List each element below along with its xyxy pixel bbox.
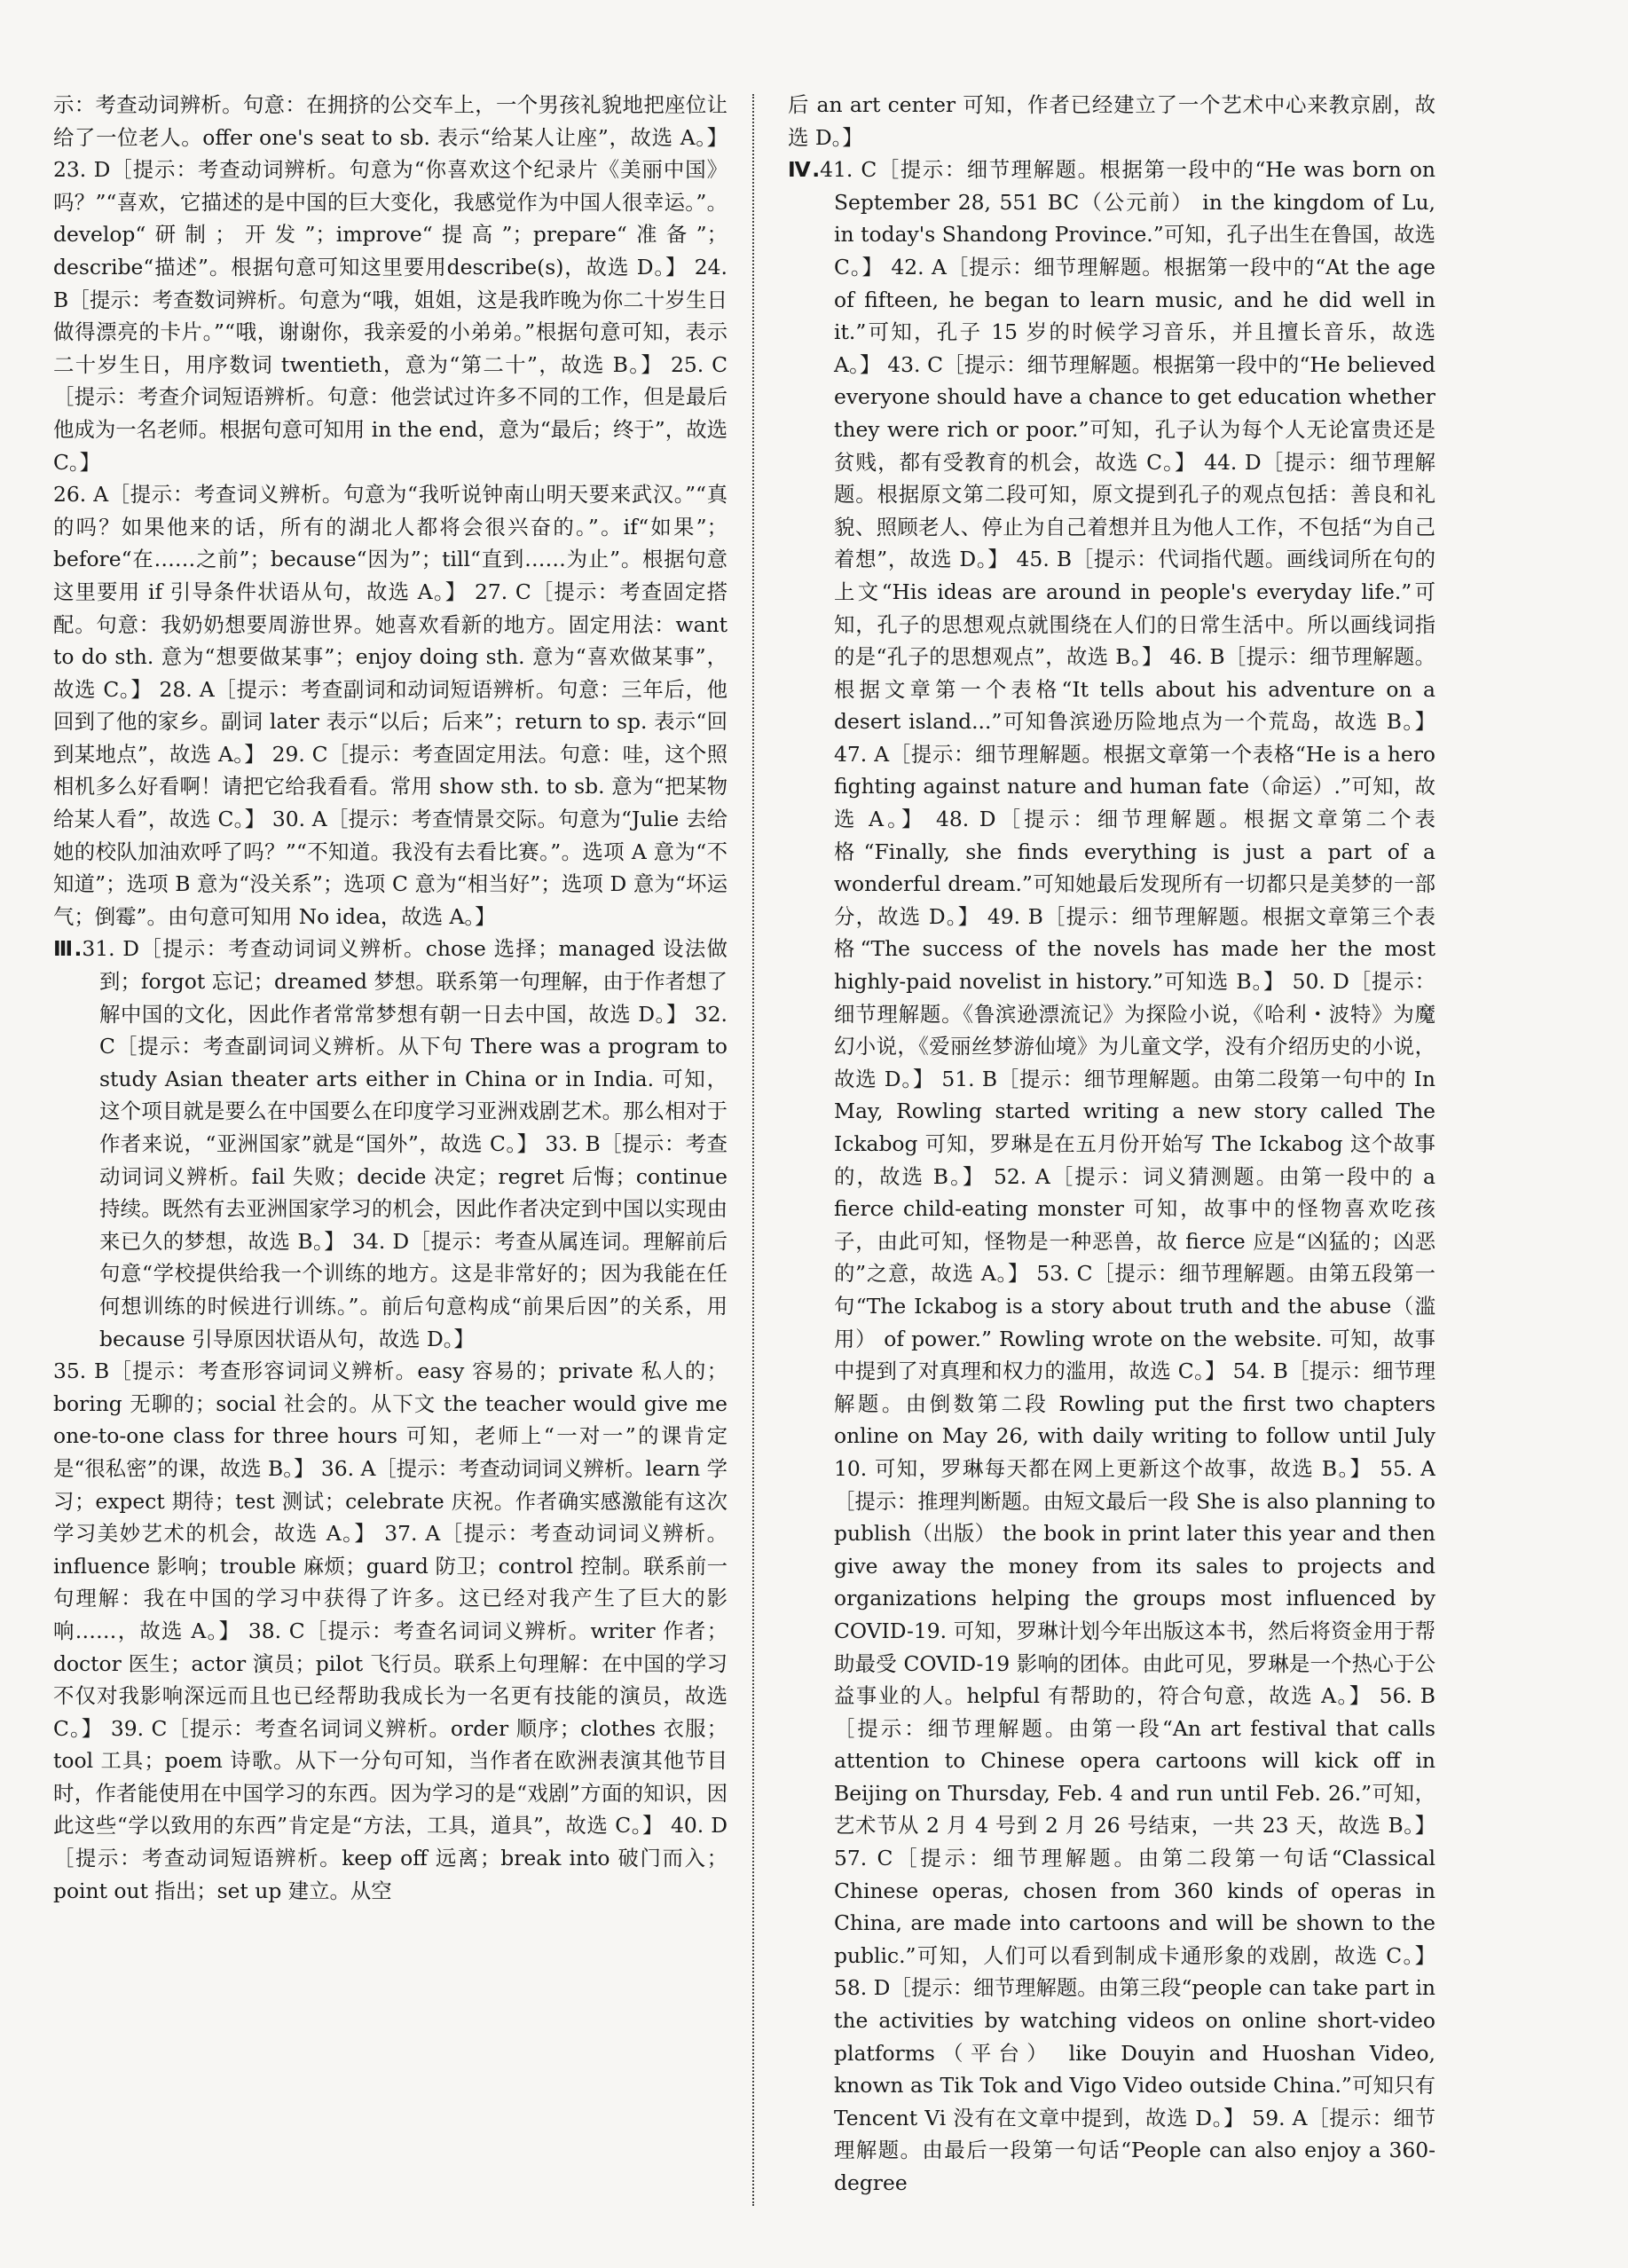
paragraph-35-40: 35. B［提示：考查形容词词义辨析。easy 容易的；private 私人的；boring 无聊的；social 社会的。从下文 the teacher would give me one-to-one class for three hours 可知，老师上“一对一”的课肯定是“很私密”的课，故选 B。】 36. A［提示：考查动词词义辨析。learn 学习；expect 期待；test 测试；celebrate 庆祝。作者确实感激能有这次学习美妙艺术的机会，故选 A。】 37. A［提示：考查动词词义辨析。influence 影响；trouble 麻烦；guard 防卫；control 控制。联系前一句理解：我在中国的学习中获得了许多。这已经对我产生了巨大的影响……，故选 A。】 38. C［提示：考查名词词义辨析。writer 作者；doctor 医生；actor 演员；pilot 飞行员。联系上句理解：在中国的学习不仅对我影响深远而且也已经帮助我成长为一名更有技能的演员，故选 C。】 39. C［提示：考查名词词义辨析。order 顺序；clothes 衣服；tool 工具；poem 诗歌。从下一分句可知，当作者在欧洲表演其他节目时，作者能使用在中国学习的东西。因为学习的是“戏剧”方面的知识，因此这些“学以致用的东西”肯定是“方法，工具，道具”，故选 C。】 40. D［提示：考查动词短语辨析。keep off 远离；break into 破门而入；point out 指出；set up 建立。从空 bbox=[53, 1358, 727, 1903]
paragraph-40-continued: 后 an art center 可知，作者已经建立了一个艺术中心来教京剧，故选 D。】 bbox=[788, 92, 1435, 150]
section-marker-3: Ⅲ. bbox=[53, 936, 83, 962]
paragraph-22-25: 示：考查动词辨析。句意：在拥挤的公交车上，一个男孩礼貌地把座位让给了一位老人。offer one's seat to sb. 表示“给某人让座”，故选 A。】 23. D［提示：考查动词辨析。句意为“你喜欢这个纪录片《美丽中国》吗？”“喜欢，它描述的是中国的巨大变化，我感觉作为中国人很幸运。”。develop“研制；开发”；improve“提高”；prepare“准备”；describe“描述”。根据句意可知这里要用describe(s)，故选 D。】 24. B［提示：考查数词辨析。句意为“哦，姐姐，这是我昨晚为你二十岁生日做得漂亮的卡片。”“哦，谢谢你，我亲爱的小弟弟。”根据句意可知，表示二十岁生日，用序数词 twentieth，意为“第二十”，故选 B。】 25. C［提示：考查介词短语辨析。句意：他尝试过许多不同的工作，但是最后他成为一名老师。根据句意可知用 in the end，意为“最后；终于”，故选 C。】 bbox=[53, 92, 727, 475]
section-4-paragraph: Ⅳ.41. C［提示：细节理解题。根据第一段中的“He was born on September 28, 551 BC（公元前） in the kingdom of Lu, in today's Shandong Province.”可知，孔子出生在鲁国，故选 C。】 42. A［提示：细节理解题。根据第一段中的“At the age of fifteen, he began to learn music, and he did well in it.”可知，孔子 15 岁的时候学习音乐，并且擅长音乐，故选 A。】 43. C［提示：细节理解题。根据第一段中的“He believed everyone should have a chance to get education whether they were rich or poor.”可知，孔子认为每个人无论富贵还是贫贱，都有受教育的机会，故选 C。】 44. D［提示：细节理解题。根据原文第二段可知，原文提到孔子的观点包括：善良和礼貌、照顾老人、停止为自己着想并且为他人工作，不包括“为自己着想”，故选 D。】 45. B［提示：代词指代题。画线词所在句的上文“His ideas are around in people's everyday life.”可知，孔子的思想观点就围绕在人们的日常生活中。所以画线词指的是“孔子的思想观点”，故选 B。】 46. B［提示：细节理解题。根据文章第一个表格“It tells about his adventure on a desert island...”可知鲁滨逊历险地点为一个荒岛，故选 B。】 47. A［提示：细节理解题。根据文章第一个表格“He is a hero fighting against nature and human fate（命运）.”可知，故选 A。】 48. D［提示：细节理解题。根据文章第二个表格“Finally, she finds everything is just a part of a wonderful dream.”可知她最后发现所有一切都只是美梦的一部分，故选 D。】 49. B［提示：细节理解题。根据文章第三个表格“The success of the novels has made her the most highly-paid novelist in history.”可知选 B。】 50. D［提示：细节理解题。《鲁滨逊漂流记》为探险小说，《哈利・波特》为魔幻小说，《爱丽丝梦游仙境》为儿童文学，没有介绍历史的小说，故选 D。】 51. B［提示：细节理解题。由第二段第一句中的 In May, Rowling started writing a new story called The Ickabog 可知，罗琳是在五月份开始写 The Ickabog 这个故事的，故选 B。】 52. A［提示：词义猜测题。由第一段中的 a fierce child-eating monster 可知，故事中的怪物喜欢吃孩子，由此可知，怪物是一种恶兽，故 fierce 应是“凶猛的；凶恶的”之意，故选 A。】 53. C［提示：细节理解题。由第五段第一句“The Ickabog is a story about truth and the abuse（滥用） of power.” Rowling wrote on the website. 可知，故事中提到了对真理和权力的滥用，故选 C。】 54. B［提示：细节理解题。由倒数第二段 Rowling put the first two chapters online on May 26, with daily writing to follow until July 10. 可知，罗琳每天都在网上更新这个故事，故选 B。】 55. A［提示：推理判断题。由短文最后一段 She is also planning to publish（出版） the book in print later this year and then give away the money from its sales to projects and organizations helping the groups most influenced by COVID-19. 可知，罗琳计划今年出版这本书，然后将资金用于帮助最受 COVID-19 影响的团体。由此可见，罗琳是一个热心于公益事业的人。helpful 有帮助的，符合句意，故选 A。】 56. B［提示：细节理解题。由第一段“An art festival that calls attention to Chinese opera cartoons will kick off in Beijing on Thursday, Feb. 4 and run until Feb. 26.”可知，艺术节从 2 月 4 号到 2 月 26 号结束，一共 23 天，故选 B。】 57. C［提示：细节理解题。由第二段第一句话“Classical Chinese operas, chosen from 360 kinds of operas in China, are made into cartoons and will be shown to the public.”可知，人们可以看到制成卡通形象的戏剧，故选 C。】 58. D［提示：细节理解题。由第三段“people can take part in the activities by watching videos on online short-video platforms（平台） like Douyin and Huoshan Video, known as Tik Tok and Vigo Video outside China.”可知只有 Tencent Vi 没有在文章中提到，故选 D。】 59. A［提示：细节理解题。由最后一段第一句话“People can also enjoy a 360-degree bbox=[788, 157, 1435, 2195]
paragraph-26-30: 26. A［提示：考查词义辨析。句意为“我听说钟南山明天要来武汉。”“真的吗？如果他来的话，所有的湖北人都将会很兴奋的。”。if“如果”；before“在……之前”；because“因为”；till“直到……为止”。根据句意这里要用 if 引导条件状语从句，故选 A。】 27. C［提示：考查固定搭配。句意：我奶奶想要周游世界。她喜欢看新的地方。固定用法：want to do sth. 意为“想要做某事”；enjoy doing sth. 意为“喜欢做某事”，故选 C。】 28. A［提示：考查副词和动词短语辨析。句意：三年后，他回到了他的家乡。副词 later 表示“以后；后来”；return to sp. 表示“回到某地点”，故选 A。】 29. C［提示：考查固定用法。句意：哇，这个照相机多么好看啊！请把它给我看看。常用 show sth. to sb. 意为“把某物给某人看”，故选 C。】 30. A［提示：考查情景交际。句意为“Julie 去给她的校队加油欢呼了吗？”“不知道。我没有去看比赛。”。选项 A 意为“不知道”；选项 B 意为“没关系”；选项 C 意为“相当好”；选项 D 意为“坏运气；倒霉”。由句意可知用 No idea，故选 A。】 bbox=[53, 482, 727, 929]
section-marker-4: Ⅳ. bbox=[788, 157, 821, 183]
right-column bbox=[788, 89, 1435, 2254]
section-3-paragraph: Ⅲ.31. D［提示：考查动词词义辨析。chose 选择；managed 设法做到；forgot 忘记；dreamed 梦想。联系第一句理解，由于作者想了解中国的文化，因此作者常常梦想有朝一日去中国，故选 D。】 32. C［提示：考查副词词义辨析。从下句 There was a program to study Asian theater arts either in China or in India. 可知，这个项目就是要么在中国要么在印度学习亚洲戏剧艺术。那么相对于作者来说，“亚洲国家”就是“国外”，故选 C。】 33. B［提示：考查动词词义辨析。fail 失败；decide 决定；regret 后悔；continue 持续。既然有去亚洲国家学习的机会，因此作者决定到中国以实现由来已久的梦想，故选 B。】 34. D［提示：考查从属连词。理解前后句意“学校提供给我一个训练的地方。这是非常好的；因为我能在任何想训练的时候进行训练。”。前后句意构成“前果后因”的关系，用 because 引导原因状语从句，故选 D。】 bbox=[53, 936, 727, 1351]
left-column bbox=[53, 89, 727, 2254]
column-divider bbox=[752, 94, 754, 2206]
